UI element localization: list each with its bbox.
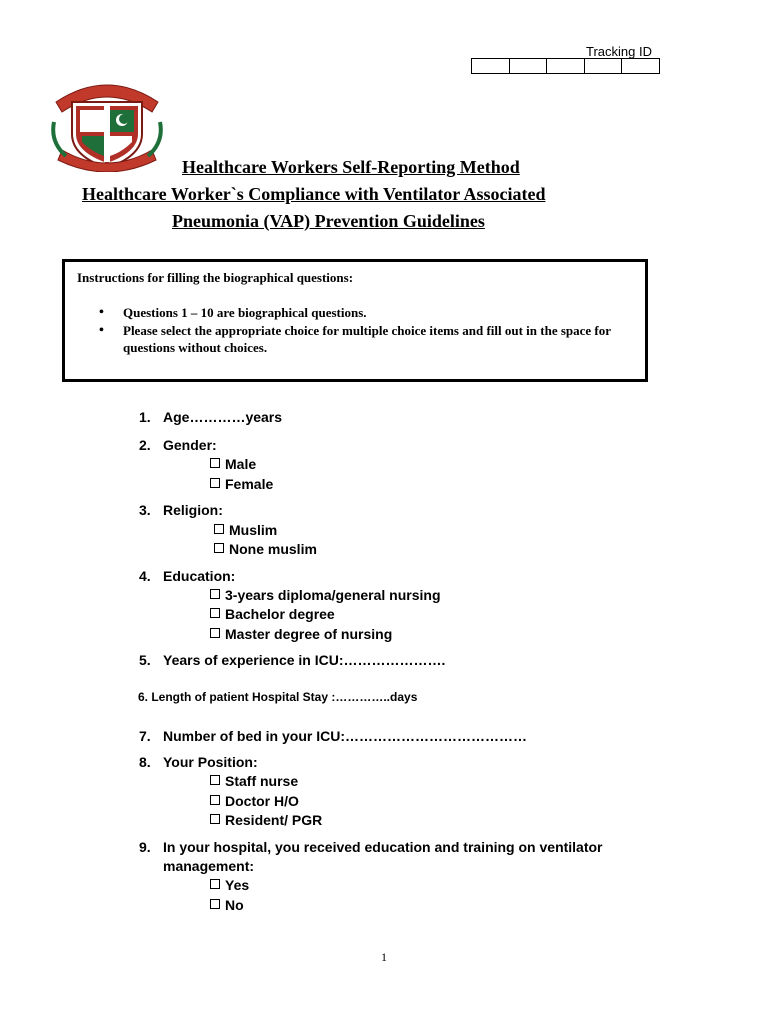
form-subtitle-line-2: Pneumonia (VAP) Prevention Guidelines (172, 211, 485, 231)
option-muslim[interactable] (214, 522, 277, 538)
question-text[interactable]: Number of bed in your ICU:………………………………… (163, 728, 527, 744)
checkbox-icon[interactable] (210, 795, 220, 805)
tracking-id-label: Tracking ID (586, 44, 652, 59)
question-text-continued: management: (163, 858, 255, 874)
instructions-heading: Instructions for filling the biographical questions: (77, 270, 354, 285)
question-number: 5. (139, 652, 151, 668)
question-number: 9. (139, 839, 151, 855)
question-number: 1. (139, 409, 151, 425)
question-5 (0, 652, 768, 672)
option-bachelor[interactable] (210, 606, 335, 622)
form-title: Healthcare Workers Self-Reporting Method (182, 157, 520, 177)
question-number: 8. (139, 754, 151, 770)
option-label: No (225, 897, 244, 913)
option-label: Resident/ PGR (225, 812, 323, 828)
checkbox-icon[interactable] (210, 628, 220, 638)
option-label: Male (225, 456, 257, 472)
instructions-list (77, 304, 617, 357)
form-subtitle-line-1: Healthcare Worker`s Compliance with Ventilator Associated (82, 184, 546, 204)
question-text: Education: (163, 568, 236, 584)
checkbox-icon[interactable] (210, 814, 220, 824)
page-number: 1 (381, 950, 387, 964)
question-number: 4. (139, 568, 151, 584)
option-female[interactable] (210, 476, 273, 492)
option-label: Muslim (229, 522, 278, 538)
question-9 (0, 839, 768, 879)
option-none-muslim[interactable] (214, 541, 317, 557)
tracking-id-boxes[interactable] (471, 58, 660, 74)
option-doctor-ho[interactable] (210, 793, 299, 809)
checkbox-icon[interactable] (210, 589, 220, 599)
tracking-id-box[interactable] (585, 59, 623, 73)
option-label: Female (225, 476, 274, 492)
option-resident-pgr[interactable] (210, 812, 322, 828)
question-1 (0, 409, 768, 429)
question-3 (0, 502, 768, 522)
question-text[interactable]: Age…………years (163, 409, 283, 425)
university-seal-logo (48, 72, 166, 172)
option-no[interactable] (210, 897, 244, 913)
instructions-item: • Questions 1 – 10 are biographical questions. (77, 304, 617, 321)
checkbox-icon[interactable] (214, 543, 224, 553)
option-diploma[interactable] (210, 587, 441, 603)
question-text: Gender: (163, 437, 217, 453)
option-label: Yes (225, 877, 250, 893)
tracking-id-box[interactable] (472, 59, 510, 73)
option-yes[interactable] (210, 877, 249, 893)
checkbox-icon[interactable] (210, 775, 220, 785)
option-label: Bachelor degree (225, 606, 335, 622)
question-text: In your hospital, you received education and training on ventilator (163, 839, 603, 855)
option-label: Master degree of nursing (225, 626, 393, 642)
tracking-id-box[interactable] (510, 59, 548, 73)
option-male[interactable] (210, 456, 256, 472)
question-7 (0, 728, 768, 748)
checkbox-icon[interactable] (210, 879, 220, 889)
question-number: 7. (139, 728, 151, 744)
question-text: Religion: (163, 502, 223, 518)
question-text[interactable]: Years of experience in ICU:…………………. (163, 652, 446, 668)
tracking-id-box[interactable] (547, 59, 585, 73)
question-4 (0, 568, 768, 588)
option-label: Staff nurse (225, 773, 299, 789)
option-label: 3-years diploma/general nursing (225, 587, 441, 603)
question-number: 2. (139, 437, 151, 453)
question-text: Your Position: (163, 754, 258, 770)
checkbox-icon[interactable] (210, 478, 220, 488)
tracking-id-box[interactable] (622, 59, 659, 73)
checkbox-icon[interactable] (210, 458, 220, 468)
instructions-box (62, 259, 648, 382)
option-label: None muslim (229, 541, 317, 557)
question-2 (0, 437, 768, 457)
instructions-item: • Please select the appropriate choice for multiple choice items and fill out in the space for questions without choices. (77, 322, 617, 356)
question-8 (0, 754, 768, 774)
question-6[interactable]: 6. Length of patient Hospital Stay :…………..days (138, 690, 418, 704)
checkbox-icon[interactable] (210, 608, 220, 618)
option-master[interactable] (210, 626, 392, 642)
checkbox-icon[interactable] (214, 524, 224, 534)
option-label: Doctor H/O (225, 793, 299, 809)
question-number: 3. (139, 502, 151, 518)
checkbox-icon[interactable] (210, 899, 220, 909)
option-staff-nurse[interactable] (210, 773, 298, 789)
